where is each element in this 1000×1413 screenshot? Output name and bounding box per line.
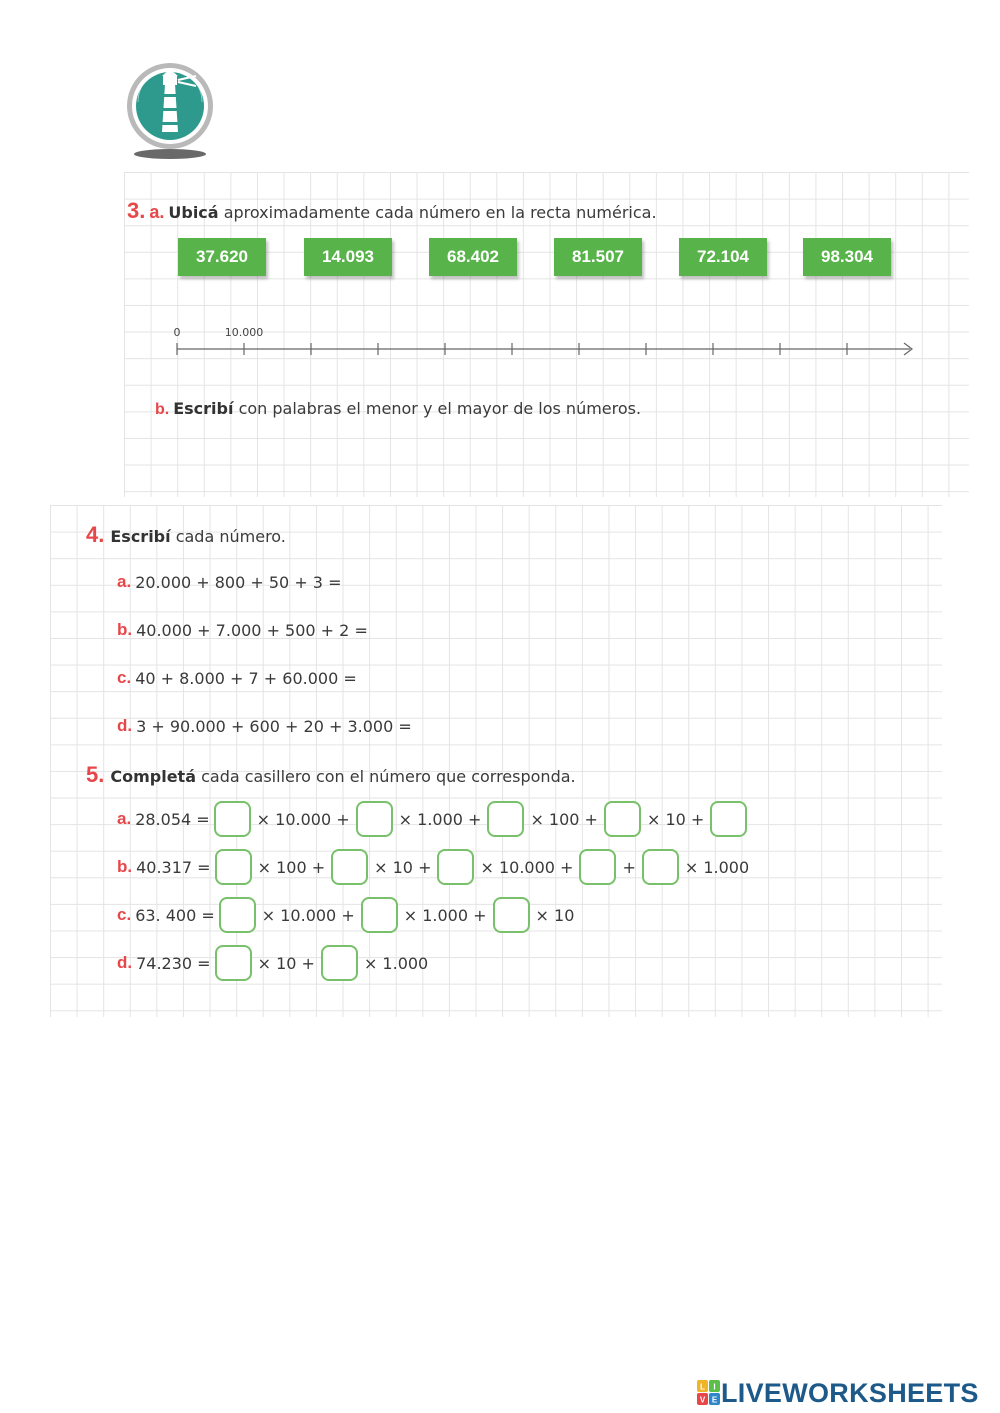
answer-box[interactable] <box>214 801 251 837</box>
operator-text: × 100 + <box>530 809 598 829</box>
item-lhs: 63. 400 = <box>135 905 215 925</box>
liveworksheets-brand <box>697 1378 979 1408</box>
instruction-verb: Completá <box>110 767 196 786</box>
number-line[interactable] <box>170 320 930 370</box>
number-tag[interactable]: 98.304 <box>803 238 891 276</box>
exercise-4-instruction <box>86 522 286 548</box>
number-tag[interactable]: 72.104 <box>679 238 767 276</box>
operator-text: × 1.000 + <box>398 809 482 829</box>
operator-text: × 10 + <box>257 953 315 973</box>
instruction-verb: Ubicá <box>168 203 219 222</box>
item-letter: c. <box>117 905 132 924</box>
number-line-label-second: 10.000 <box>224 326 264 339</box>
operator-text: × 10.000 + <box>256 809 350 829</box>
item-letter: a. <box>117 572 132 591</box>
answer-box[interactable] <box>361 897 398 933</box>
brand-name: LIVEWORKSHEETS <box>721 1377 979 1408</box>
item-letter: a. <box>117 809 132 828</box>
item-letter: c. <box>117 668 132 687</box>
exercise-5-instruction <box>86 762 576 788</box>
exercise-letter: b. <box>155 401 170 418</box>
exercise-4-item <box>117 562 341 602</box>
answer-box[interactable] <box>331 849 368 885</box>
item-lhs: 28.054 = <box>135 809 210 829</box>
exercise-number: 3. <box>127 198 146 223</box>
instruction-verb: Escribí <box>110 527 171 546</box>
answer-box[interactable] <box>219 897 256 933</box>
liveworksheets-logo-icon <box>697 1380 721 1406</box>
item-expression: 40 + 8.000 + 7 + 60.000 = <box>135 668 357 688</box>
exercise-5-item <box>117 895 576 935</box>
exercise-5-item <box>117 799 751 839</box>
instruction-text: con palabras el menor y el mayor de los números. <box>238 399 642 418</box>
answer-box[interactable] <box>215 945 252 981</box>
instruction-text: cada casillero con el número que corresponda. <box>201 767 576 786</box>
answer-box[interactable] <box>493 897 530 933</box>
answer-box[interactable] <box>356 801 393 837</box>
operator-text: × 1.000 + <box>403 905 487 925</box>
operator-text: × 10 + <box>374 857 432 877</box>
operator-text: × 1.000 <box>684 857 750 877</box>
item-expression: 3 + 90.000 + 600 + 20 + 3.000 = <box>136 716 412 736</box>
answer-box[interactable] <box>579 849 616 885</box>
exercise-number: 4. <box>86 522 105 547</box>
exercise-5-item <box>117 943 430 983</box>
answer-box[interactable] <box>215 849 252 885</box>
exercise-5-item <box>117 847 751 887</box>
number-tag[interactable]: 68.402 <box>429 238 517 276</box>
badge-letter: E <box>711 1395 718 1405</box>
number-tag[interactable]: 37.620 <box>178 238 266 276</box>
item-expression: 20.000 + 800 + 50 + 3 = <box>135 572 342 592</box>
operator-text: × 10.000 + <box>261 905 355 925</box>
answer-box[interactable] <box>487 801 524 837</box>
badge-letter: I <box>713 1382 716 1392</box>
exercise-4-item <box>117 658 357 698</box>
item-letter: d. <box>117 716 133 735</box>
number-tag[interactable]: 81.507 <box>554 238 642 276</box>
answer-box[interactable] <box>437 849 474 885</box>
exercise-number: 5. <box>86 762 105 787</box>
exercise-4-item <box>117 610 368 650</box>
item-lhs: 74.230 = <box>136 953 211 973</box>
item-letter: b. <box>117 857 133 876</box>
operator-text: × 10 + <box>646 809 705 829</box>
answer-box[interactable] <box>642 849 679 885</box>
operator-text: × 10 <box>535 905 575 925</box>
operator-text: + <box>622 857 636 877</box>
instruction-text: cada número. <box>175 527 286 546</box>
item-letter: d. <box>117 953 133 972</box>
exercise-4-item <box>117 706 412 746</box>
instruction-text: aproximadamente cada número en la recta numérica. <box>223 203 657 222</box>
number-line-label-start: 0 <box>173 326 181 339</box>
exercise-3b-instruction <box>155 399 641 419</box>
badge-letter: V <box>699 1395 706 1405</box>
item-letter: b. <box>117 620 133 639</box>
school-logo <box>126 62 214 162</box>
exercise-3a-instruction <box>127 198 657 224</box>
exercise-letter: a. <box>149 202 165 222</box>
operator-text: × 100 + <box>257 857 326 877</box>
number-tag[interactable]: 14.093 <box>304 238 392 276</box>
answer-box[interactable] <box>604 801 641 837</box>
answer-box[interactable] <box>321 945 358 981</box>
item-lhs: 40.317 = <box>136 857 211 877</box>
operator-text: × 1.000 <box>363 953 429 973</box>
item-expression: 40.000 + 7.000 + 500 + 2 = <box>136 620 368 640</box>
instruction-verb: Escribí <box>173 399 234 418</box>
operator-text: × 10.000 + <box>480 857 574 877</box>
badge-letter: L <box>700 1382 705 1392</box>
answer-box[interactable] <box>710 801 747 837</box>
